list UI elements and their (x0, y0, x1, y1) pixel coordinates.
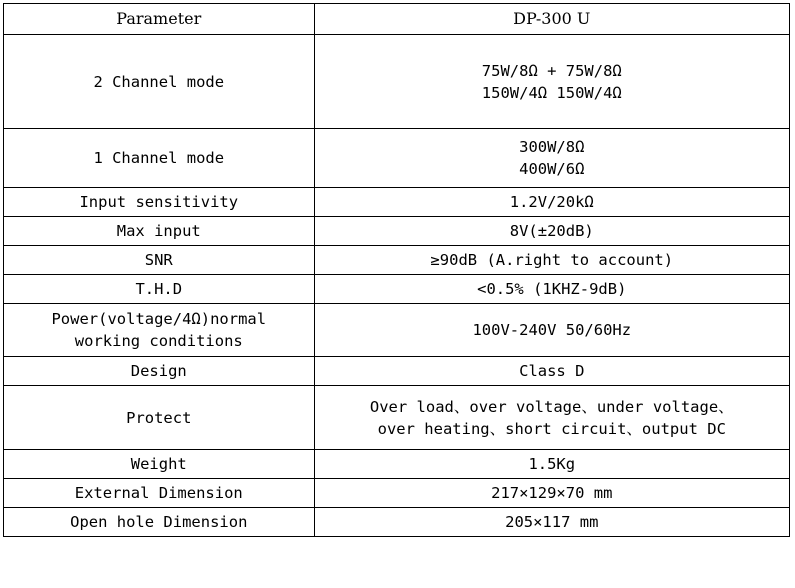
row-value (314, 217, 789, 246)
header-model: DP-300 U (314, 4, 789, 35)
table-row (4, 129, 790, 188)
value-line: 300W/8Ω (519, 138, 585, 156)
row-value (314, 188, 789, 217)
param-line: Max input (116, 222, 201, 240)
param-line: working conditions (74, 332, 243, 350)
row-param (4, 129, 315, 188)
row-param (4, 357, 315, 386)
value-line: 1.5Kg (528, 455, 576, 473)
param-line: 1 Channel mode (93, 149, 225, 167)
row-param (4, 450, 315, 479)
table-row (4, 479, 790, 508)
row-value (314, 357, 789, 386)
param-line: 2 Channel mode (93, 72, 225, 91)
param-line: Weight (130, 455, 187, 473)
row-param (4, 217, 315, 246)
header-parameter: Parameter (4, 4, 315, 35)
row-value (314, 129, 789, 188)
table-row (4, 386, 790, 450)
value-line: 1.2V/20kΩ (509, 193, 594, 211)
table-row (4, 275, 790, 304)
param-line: Input sensitivity (79, 193, 239, 211)
table-header-row (4, 4, 790, 35)
row-param (4, 479, 315, 508)
row-value (314, 275, 789, 304)
value-line: over heating、short circuit、output DC (377, 419, 726, 438)
param-line: Design (130, 362, 187, 380)
row-value (314, 246, 789, 275)
row-value (314, 508, 789, 537)
table-row (4, 188, 790, 217)
row-param (4, 386, 315, 450)
table-row (4, 357, 790, 386)
value-line: Over load、over voltage、under voltage、 (369, 397, 734, 416)
param-line: Protect (126, 408, 192, 427)
row-param (4, 304, 315, 357)
row-param (4, 188, 315, 217)
value-line: Class D (519, 362, 585, 380)
param-line: Open hole Dimension (70, 513, 248, 531)
table-row (4, 246, 790, 275)
row-param (4, 508, 315, 537)
table-row (4, 450, 790, 479)
value-line: 8V(±20dB) (509, 222, 594, 240)
value-line: ≥90dB (A.right to account) (430, 251, 674, 269)
table-row (4, 35, 790, 129)
row-value (314, 304, 789, 357)
row-param (4, 35, 315, 129)
param-line: External Dimension (74, 484, 243, 502)
row-param (4, 275, 315, 304)
spec-table (3, 3, 790, 537)
row-value (314, 35, 789, 129)
value-line: 205×117 mm (505, 513, 599, 531)
table-row (4, 508, 790, 537)
param-line: SNR (144, 251, 173, 269)
table-row (4, 304, 790, 357)
param-line: Power(voltage/4Ω)normal (51, 310, 267, 328)
row-value (314, 386, 789, 450)
row-value (314, 479, 789, 508)
value-line: 217×129×70 mm (491, 484, 613, 502)
value-line: 75W/8Ω + 75W/8Ω (481, 61, 622, 80)
value-line: 150W/4Ω 150W/4Ω (481, 83, 622, 102)
value-line: <0.5% (1KHZ-9dB) (477, 280, 627, 298)
param-line: T.H.D (135, 280, 183, 298)
row-param (4, 246, 315, 275)
table-row (4, 217, 790, 246)
value-line: 400W/6Ω (519, 160, 585, 178)
value-line: 100V-240V 50/60Hz (472, 321, 632, 339)
row-value (314, 450, 789, 479)
